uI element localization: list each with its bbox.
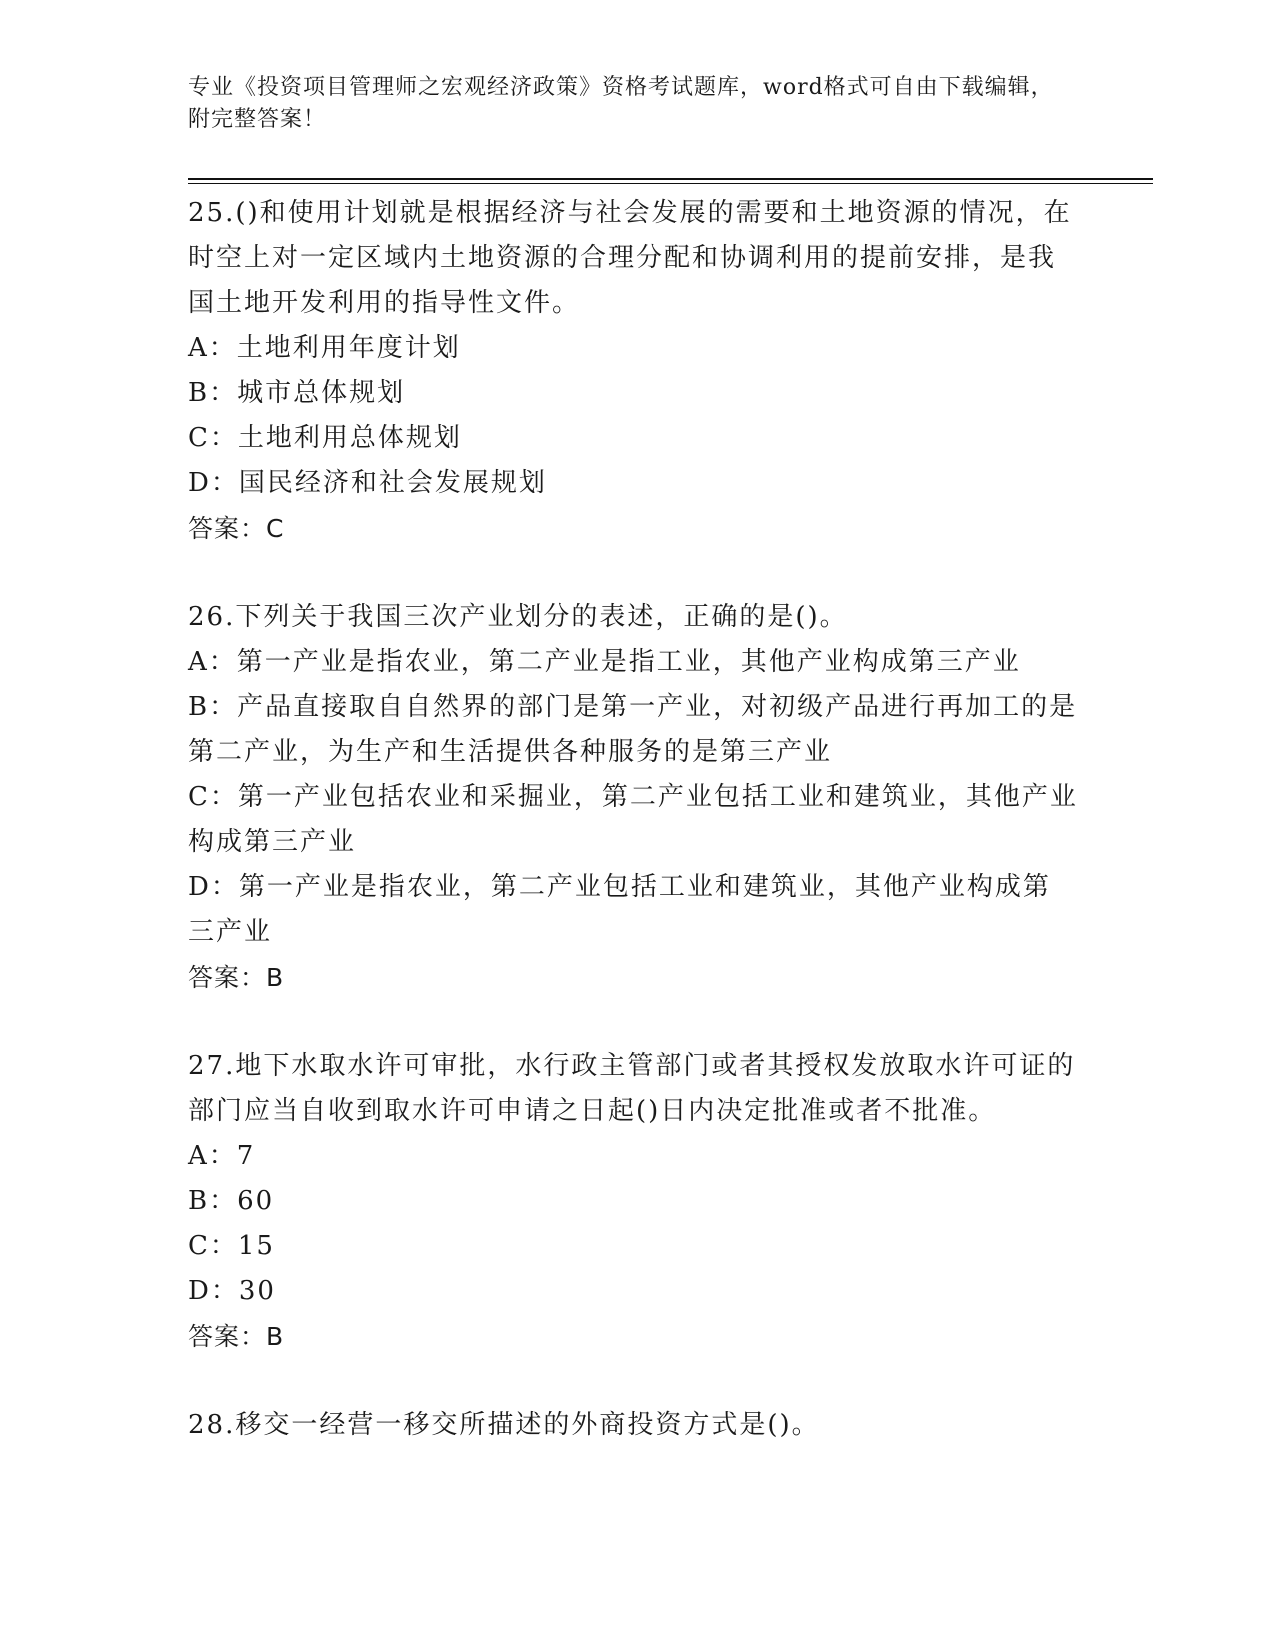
- option-c: C：15: [188, 1231, 275, 1261]
- answer: 答案：B: [188, 1322, 285, 1351]
- question-25: [188, 191, 1078, 551]
- option-b: B：产品直接取自自然界的部门是第一产业，对初级产品进行再加工的是第二产业，为生产和生活提供各种服务的是第三产业: [188, 692, 1078, 767]
- question-stem: 26.下列关于我国三次产业划分的表述，正确的是()。: [188, 602, 848, 632]
- question-list: [188, 191, 1078, 1492]
- option-b: B：城市总体规划: [188, 378, 406, 408]
- question-stem: 27.地下水取水许可审批，水行政主管部门或者其授权发放取水许可证的部门应当自收到取水许可申请之日起()日内决定批准或者不批准。: [188, 1051, 1076, 1126]
- option-d: D：30: [188, 1276, 276, 1306]
- header-divider-thick: [188, 178, 1153, 180]
- document-header: 专业《投资项目管理师之宏观经济政策》资格考试题库，word格式可自由下载编辑，附完整答案！: [188, 75, 1054, 132]
- option-d: D：国民经济和社会发展规划: [188, 468, 547, 498]
- option-a: A：7: [188, 1141, 256, 1171]
- answer: 答案：B: [188, 963, 285, 992]
- question-28: [188, 1403, 1078, 1448]
- header-divider-thin: [188, 183, 1153, 184]
- option-c: C：第一产业包括农业和采掘业，第二产业包括工业和建筑业，其他产业构成第三产业: [188, 782, 1078, 857]
- question-27: [188, 1044, 1078, 1359]
- option-a: A：土地利用年度计划: [188, 333, 461, 363]
- option-b: B：60: [188, 1186, 275, 1216]
- question-stem: 25.()和使用计划就是根据经济与社会发展的需要和土地资源的情况，在时空上对一定区域内土地资源的合理分配和协调利用的提前安排，是我国土地开发利用的指导性文件。: [188, 198, 1072, 318]
- option-d: D：第一产业是指农业，第二产业包括工业和建筑业，其他产业构成第三产业: [188, 872, 1051, 947]
- question-26: [188, 595, 1078, 1000]
- answer: 答案：C: [188, 514, 285, 543]
- question-stem: 28.移交一经营一移交所描述的外商投资方式是()。: [188, 1410, 820, 1440]
- option-c: C：土地利用总体规划: [188, 423, 462, 453]
- option-a: A：第一产业是指农业，第二产业是指工业，其他产业构成第三产业: [188, 647, 1021, 677]
